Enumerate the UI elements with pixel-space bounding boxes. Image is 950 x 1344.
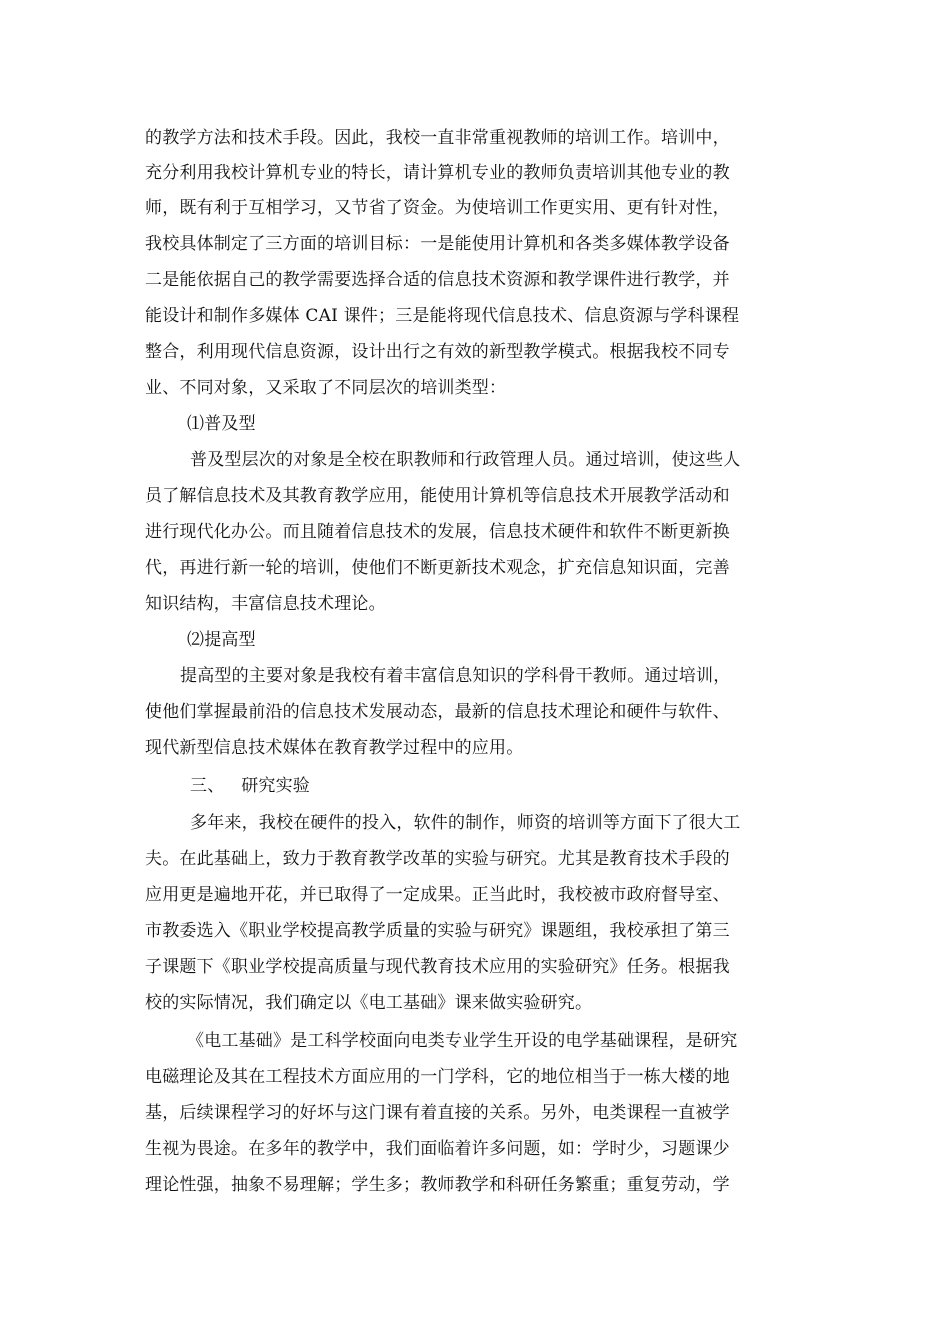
body-text-line: 我校具体制定了三方面的培训目标：一是能使用计算机和各类多媒体教学设备 <box>145 234 730 254</box>
body-text-line: 应用更是遍地开花，并已取得了一定成果。正当此时，我校被市政府督导室、 <box>145 885 730 905</box>
body-text-line: 充分利用我校计算机专业的特长，请计算机专业的教师负责培训其他专业的教 <box>145 163 730 183</box>
body-text-line: 整合，利用现代信息资源，设计出行之有效的新型教学模式。根据我校不同专 <box>145 342 730 362</box>
body-text-line: 电磁理论及其在工程技术方面应用的一门学科，它的地位相当于一栋大楼的地 <box>145 1067 730 1087</box>
body-text-line: 的教学方法和技术手段。因此，我校一直非常重视教师的培训工作。培训中， <box>145 128 730 148</box>
body-text-line: 能设计和制作多媒体 CAI 课件；三是能将现代信息技术、信息资源与学科课程 <box>145 306 740 326</box>
body-text-line: 使他们掌握最前沿的信息技术发展动态，最新的信息技术理论和硬件与软件、 <box>145 702 730 722</box>
body-text-line: 普及型层次的对象是全校在职教师和行政管理人员。通过培训，使这些人 <box>190 450 741 470</box>
section-heading: 三、 研究实验 <box>190 776 311 796</box>
body-text-line: 多年来，我校在硬件的投入，软件的制作，师资的培训等方面下了很大工 <box>190 813 741 833</box>
body-text-line: 师，既有利于互相学习，又节省了资金。为使培训工作更实用、更有针对性， <box>145 198 730 218</box>
body-text-line: 业、不同对象，又采取了不同层次的培训类型： <box>145 378 507 398</box>
body-text-line: 基，后续课程学习的好坏与这门课有着直接的关系。另外，电类课程一直被学 <box>145 1103 730 1123</box>
body-text-line: 代，再进行新一轮的培训，使他们不断更新技术观念，扩充信息知识面，完善 <box>145 558 730 578</box>
body-text-line: 员了解信息技术及其教育教学应用，能使用计算机等信息技术开展教学活动和 <box>145 486 730 506</box>
subheading-advanced: ⑵提高型 <box>187 630 256 650</box>
body-text-line: 提高型的主要对象是我校有着丰富信息知识的学科骨干教师。通过培训， <box>180 666 731 686</box>
body-text-line: 进行现代化办公。而且随着信息技术的发展，信息技术硬件和软件不断更新换 <box>145 522 730 542</box>
body-text-line: 知识结构，丰富信息技术理论。 <box>145 594 386 614</box>
body-text-line: 二是能依据自己的教学需要选择合适的信息技术资源和教学课件进行教学，并 <box>145 270 730 290</box>
subheading-popularization: ⑴普及型 <box>187 414 256 434</box>
body-text-line: 夫。在此基础上，致力于教育教学改革的实验与研究。尤其是教育技术手段的 <box>145 849 730 869</box>
body-text-line: 《电工基础》是工科学校面向电类专业学生开设的电学基础课程，是研究 <box>187 1031 738 1051</box>
body-text-line: 市教委选入《职业学校提高教学质量的实验与研究》课题组，我校承担了第三 <box>145 921 730 941</box>
body-text-line: 校的实际情况，我们确定以《电工基础》课来做实验研究。 <box>145 993 593 1013</box>
body-text-line: 子课题下《职业学校提高质量与现代教育技术应用的实验研究》任务。根据我 <box>145 957 730 977</box>
body-text-line: 现代新型信息技术媒体在教育教学过程中的应用。 <box>145 738 524 758</box>
body-text-line: 理论性强，抽象不易理解；学生多；教师教学和科研任务繁重；重复劳动，学 <box>145 1175 730 1195</box>
body-text-line: 生视为畏途。在多年的教学中，我们面临着许多问题，如：学时少，习题课少 <box>145 1139 730 1159</box>
